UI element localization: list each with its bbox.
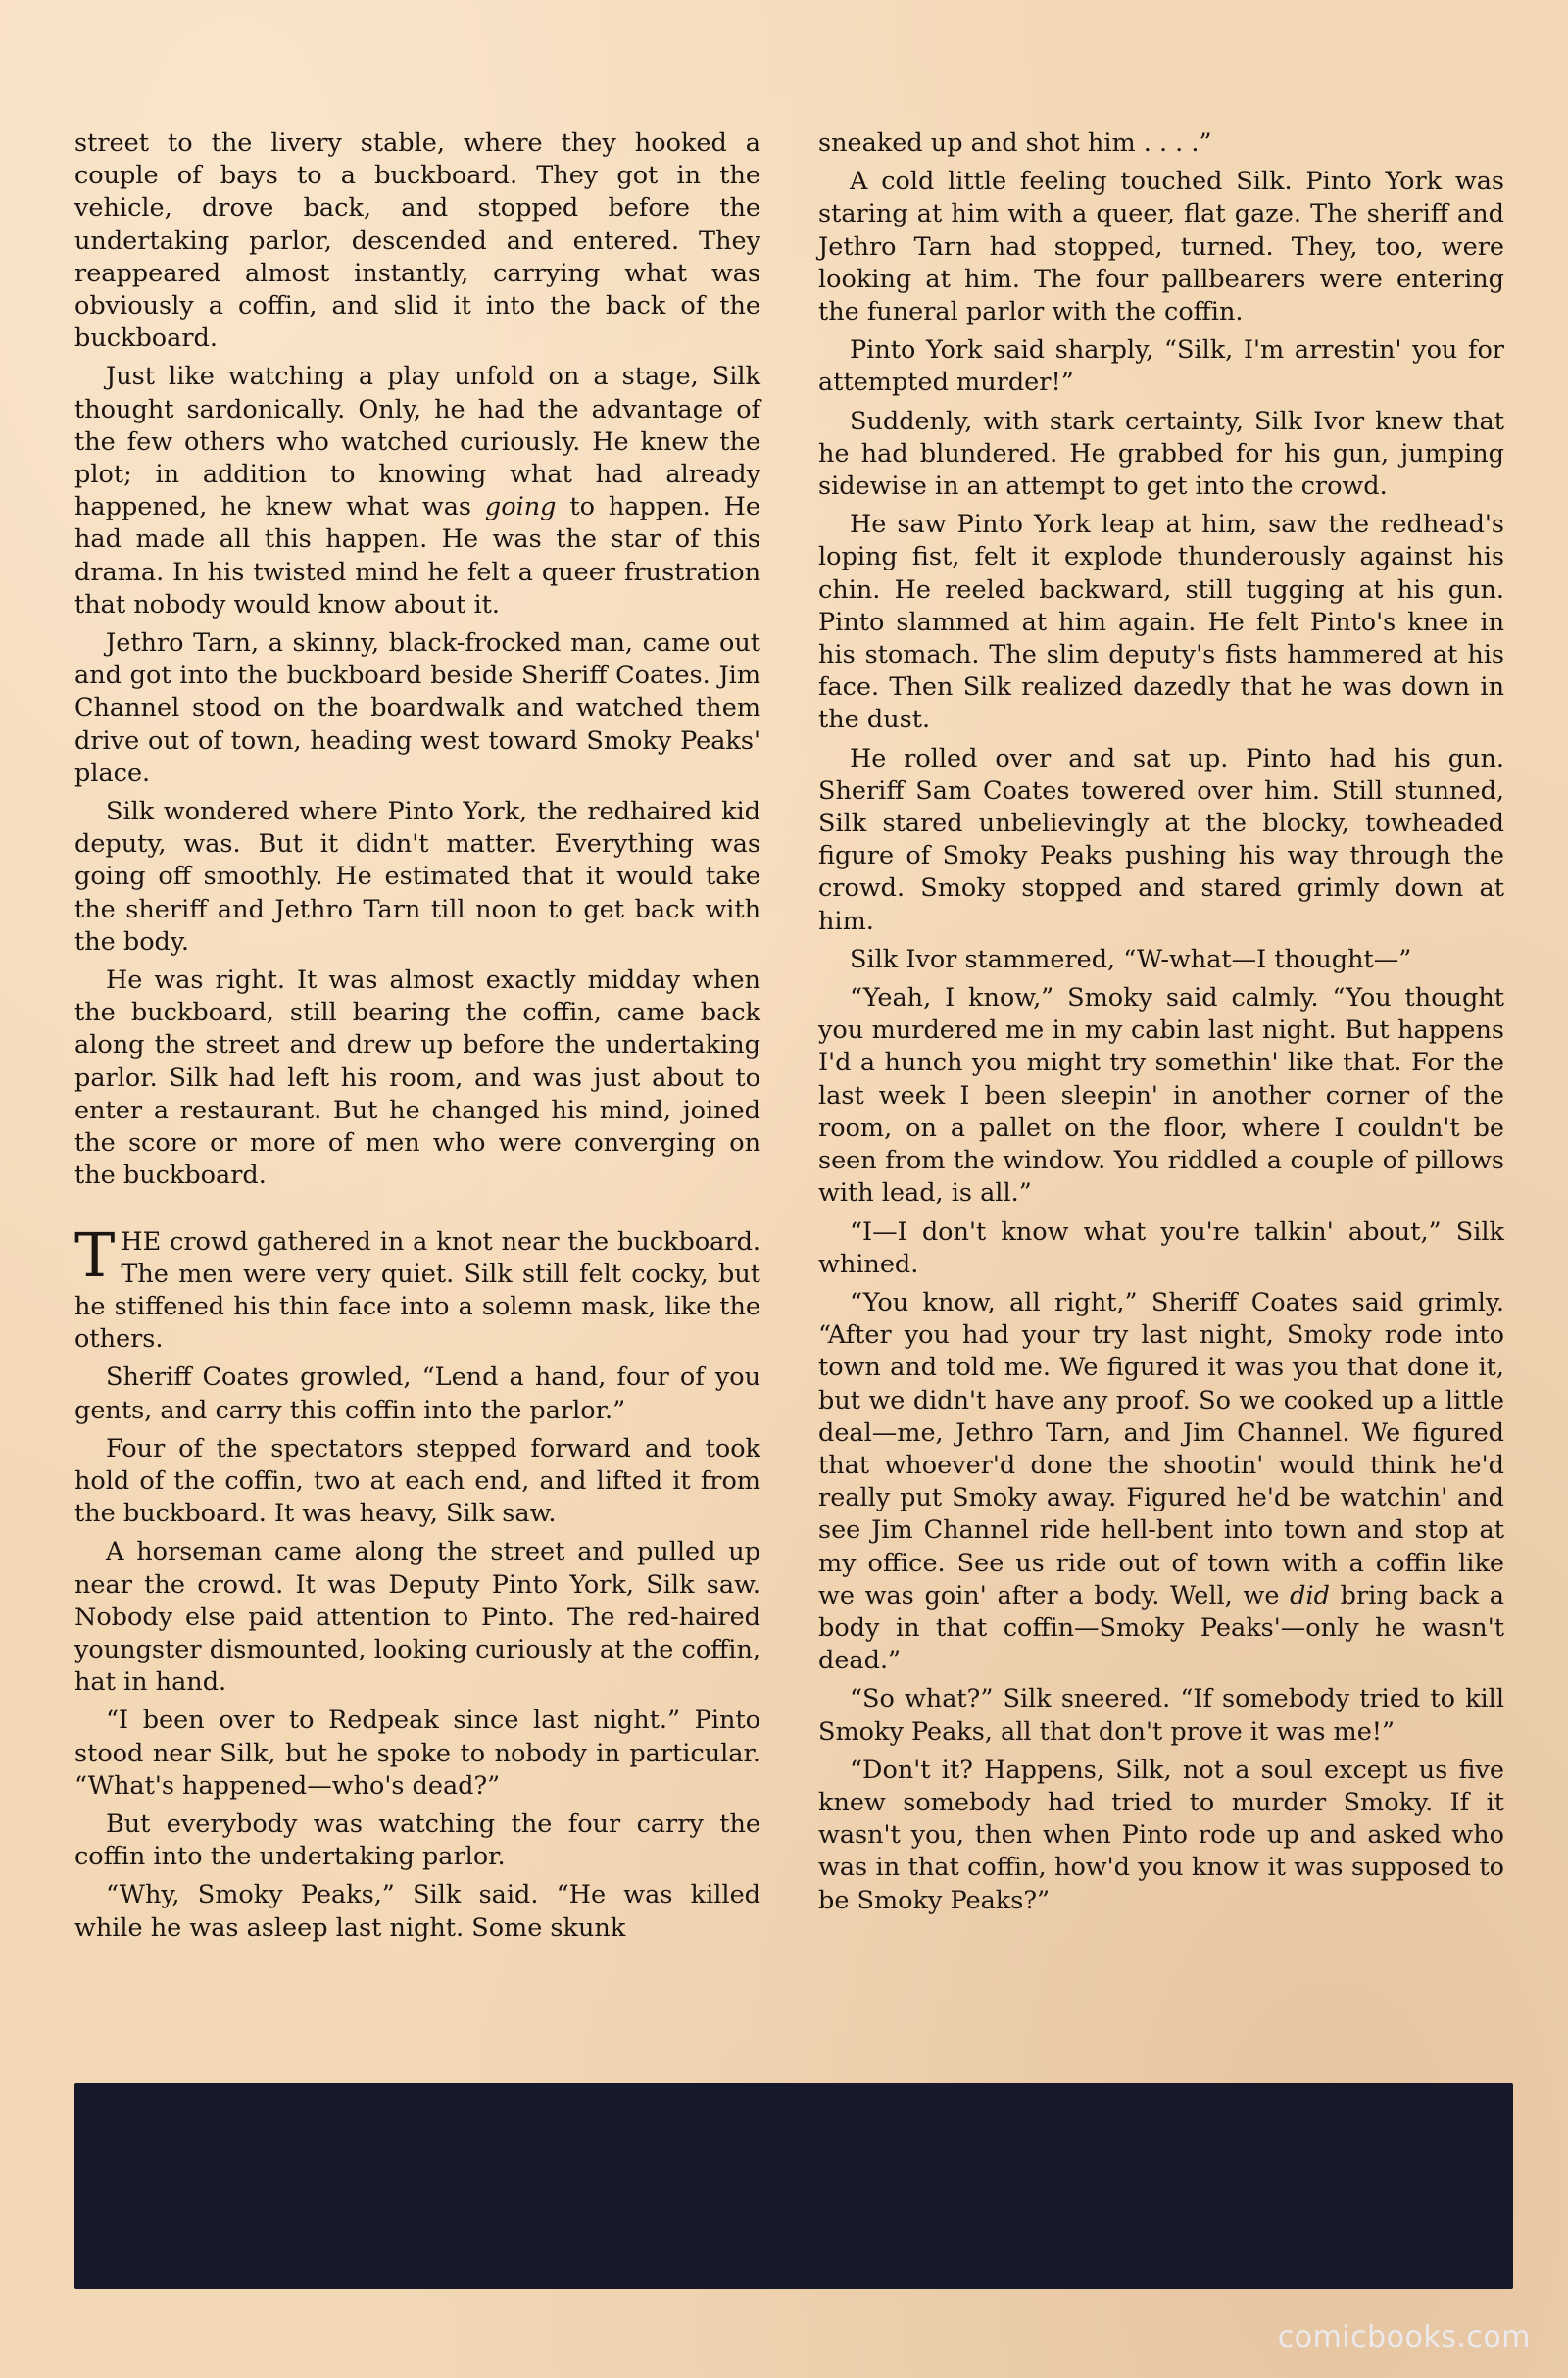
paragraph: “Yeah, I know,” Smoky said calmly. “You thought you murdered me in my cabin last night. But happens I'd a hunch you might try somethin' like that. For the last week I been sleepin' in another corner of the room, on a pallet on the floor, where I couldn't be seen from the window. You riddled a couple of pillows with lead, is all.” [818, 983, 1504, 1209]
paragraph: Jethro Tarn, a skinny, black-frocked man, came out and got into the buckboard beside Sheriff Coates. Jim Channel stood on the boardwalk and watched them drive out of town, heading west toward Smoky Peaks' place. [74, 628, 760, 788]
paragraph: “I been over to Redpeak since last night.” Pinto stood near Silk, but he spoke to nobody in particular. “What's happened—who's dead?” [74, 1706, 760, 1801]
paragraph-dropcap: THE crowd gathered in a knot near the buckboard. The men were very quiet. Silk still felt cocky, but he stiffened his thin face into a solemn mask, like the others. [74, 1218, 760, 1355]
paragraph: Four of the spectators stepped forward and took hold of the coffin, two at each end, and lifted it from the buckboard. It was heavy, Silk saw. [74, 1433, 760, 1529]
paragraph: street to the livery stable, where they hooked a couple of bays to a buckboard. They got in the vehicle, drove back, and stopped before the undertaking parlor, descended and entered. They reappeared almost instantly, carrying what was obviously a coffin, and slid it into the back of the buckboard. [74, 128, 760, 354]
paragraph: “I—I don't know what you're talkin' about,” Silk whined. [818, 1216, 1504, 1279]
paragraph: He rolled over and sat up. Pinto had his gun. Sheriff Sam Coates towered over him. Still stunned, Silk stared unbelievingly at the blocky, towheaded figure of Smoky Peaks pushing his way through the crowd. Smoky stopped and stared grimly down at him. [818, 743, 1504, 936]
paragraph: “Don't it? Happens, Silk, not a soul except us five knew somebody had tried to murder Smoky. If it wasn't you, then when Pinto rode up and asked who was in that coffin, how'd you know it was supposed to be Smoky Peaks?” [818, 1755, 1504, 1915]
paragraph: Just like watching a play unfold on a stage, Silk thought sardonically. Only, he had the advantage of the few others who watched curiously. He knew the plot; in addition to knowing what had already happened, he knew what was going to happen. He had made all this happen. He was the star of this drama. In his twisted mind he felt a queer frustration that nobody would know about it. [74, 362, 760, 619]
paragraph: “So what?” Silk sneered. “If somebody tried to kill Smoky Peaks, all that don't prove it was me!” [818, 1684, 1504, 1747]
paragraph: He saw Pinto York leap at him, saw the redhead's loping fist, felt it explode thunderously against his chin. He reeled backward, still tugging at his gun. Pinto slammed at him again. He felt Pinto's knee in his stomach. The slim deputy's fists hammered at his face. Then Silk realized dazedly that he was down in the dust. [818, 510, 1504, 735]
section-break [74, 1199, 760, 1226]
drop-cap-letter: T [74, 1218, 116, 1291]
paragraph: But everybody was watching the four carry the coffin into the undertaking parlor. [74, 1808, 760, 1872]
paragraph: A cold little feeling touched Silk. Pinto York was staring at him with a queer, flat gaze. The sheriff and Jethro Tarn had stopped, turned. They, too, were looking at him. The four pallbearers were entering the funeral parlor with the coffin. [818, 167, 1504, 327]
left-text-column [74, 127, 760, 1951]
site-watermark: comicbooks.com [1277, 2320, 1531, 2354]
paragraph: Silk wondered where Pinto York, the redhaired kid deputy, was. But it didn't matter. Everything was going off smoothly. He estimated that it would take the sheriff and Jethro Tarn till noon to get back with the body. [74, 797, 760, 957]
dark-ad-block [74, 2083, 1513, 2289]
paragraph: sneaked up and shot him . . . .” [818, 128, 1212, 158]
paragraph: “Why, Smoky Peaks,” Silk said. “He was killed while he was asleep last night. Some skunk [74, 1880, 760, 1943]
paragraph: Pinto York said sharply, “Silk, I'm arrestin' you for attempted murder!” [818, 335, 1504, 398]
paragraph: Suddenly, with stark certainty, Silk Ivor knew that he had blundered. He grabbed for his gun, jumping sidewise in an attempt to get into the crowd. [818, 406, 1504, 502]
right-text-column [818, 127, 1504, 1923]
paragraph: Silk Ivor stammered, “W-what—I thought—” [850, 944, 1412, 974]
paragraph: Sheriff Coates growled, “Lend a hand, four of you gents, and carry this coffin into the parlor.” [74, 1362, 760, 1425]
paragraph: He was right. It was almost exactly midday when the buckboard, still bearing the coffin, came back along the street and drew up before the undertaking parlor. Silk had left his room, and was just about to enter a restaurant. But he changed his mind, joined the score or more of men who were converging on the buckboard. [74, 966, 760, 1191]
paragraph: “You know, all right,” Sheriff Coates said grimly. “After you had your try last night, Smoky rode into town and told me. We figured it was you that done it, but we didn't have any proof. So we cooked up a little deal—me, Jethro Tarn, and Jim Channel. We figured that whoever'd done the shootin' would think he'd really put Smoky away. Figured he'd be watchin' and see Jim Channel ride hell-bent into town and stop at my office. See us ride out of town with a coffin like we was goin' after a body. Well, we did bring back a body in that coffin—Smoky Peaks'—only he wasn't dead.” [818, 1287, 1504, 1676]
paragraph: A horseman came along the street and pulled up near the crowd. It was Deputy Pinto York, Silk saw. Nobody else paid attention to Pinto. The red-haired youngster dismounted, looking curiously at the coffin, hat in hand. [74, 1537, 760, 1698]
